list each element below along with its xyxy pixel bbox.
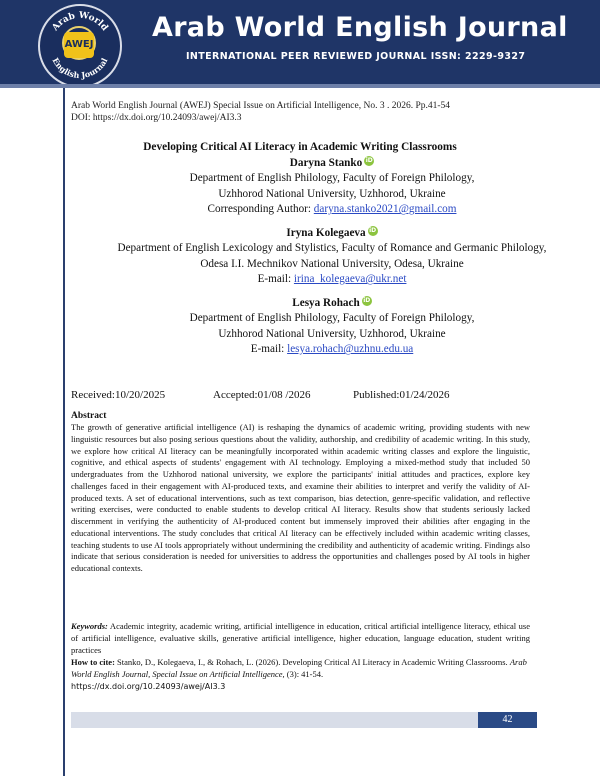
doi-line: DOI: https://dx.doi.org/10.24093/awej/AI3.3 <box>71 112 242 123</box>
author-affiliation: Department of English Philology, Faculty of Foreign Philology, <box>189 172 475 185</box>
author-affiliation: Department of English Lexicology and Stylistics, Faculty of Romance and Germanic Philology, <box>117 242 547 255</box>
keywords-text: Academic integrity, academic writing, artificial intelligence in education, critical artificial intelligence literacy, ethical use of artificial intelligence, evaluative skills, generative artificial intelligence, higher education, language education, student writing practices <box>71 621 530 655</box>
journal-subtitle: INTERNATIONAL PEER REVIEWED JOURNAL ISSN: 2229-9327 <box>186 51 526 62</box>
author-name: Daryna Stanko <box>289 157 363 169</box>
published-date: Published:01/24/2026 <box>353 389 450 401</box>
cite-text: Stanko, D., Kolegaeva, I., & Rohach, L. (2026). Developing Critical AI Literacy in Academic Writing Classrooms. <box>114 657 510 667</box>
page-number: 42 <box>478 712 537 728</box>
keywords-paragraph <box>71 621 530 656</box>
orcid-icon[interactable]: iD <box>363 297 371 304</box>
author-block-2 <box>64 226 600 288</box>
cite-doi-link[interactable]: https://dx.doi.org/10.24093/awej/AI3.3 <box>71 681 226 691</box>
author-name: Iryna Kolegaeva <box>286 227 366 239</box>
abstract-heading: Abstract <box>71 411 107 421</box>
author-affiliation: Odesa I.I. Mechnikov National University, Odesa, Ukraine <box>200 257 464 270</box>
email-label: Corresponding Author: <box>207 203 314 216</box>
cite-journal: Arab World English Journal, Special Issue on Artificial Intelligence, <box>71 657 527 679</box>
author-email-link[interactable]: lesya.rohach@uzhnu.edu.ua <box>287 343 414 356</box>
journal-title: Arab World English Journal <box>152 12 568 43</box>
received-date: Received:10/20/2025 <box>71 389 166 401</box>
email-label: E-mail: <box>250 343 288 356</box>
logo-ring-top-text: Arab World <box>50 10 110 34</box>
citation-line: Arab World English Journal (AWEJ) Special Issue on Artificial Intelligence, No. 3 . 2026. Pp.41-54 <box>71 101 451 111</box>
author-email-link[interactable]: daryna.stanko2021@gmail.com <box>313 203 457 216</box>
how-to-cite <box>71 657 530 692</box>
author-block-1 <box>64 156 600 218</box>
cite-tail: (3): 41-54. <box>284 668 324 679</box>
journal-banner <box>0 0 600 88</box>
orcid-icon[interactable]: iD <box>365 157 373 164</box>
logo-ring-bottom-text: English Journal <box>50 55 110 81</box>
article-title: Developing Critical AI Literacy in Academic Writing Classrooms <box>143 141 457 153</box>
cite-label: How to cite: <box>71 657 115 667</box>
article-meta <box>71 101 450 124</box>
author-email-link[interactable]: irina_kolegaeva@ukr.net <box>293 273 407 286</box>
logo-center-label: AWEJ <box>64 32 94 58</box>
orcid-icon[interactable]: iD <box>369 227 377 234</box>
author-block-3 <box>64 296 600 358</box>
author-affiliation: Department of English Philology, Faculty of Foreign Philology, <box>189 312 475 325</box>
awej-logo <box>38 4 122 88</box>
banner-stripe <box>0 84 600 88</box>
author-affiliation: Uzhhorod National University, Uzhhorod, Ukraine <box>218 327 446 340</box>
keywords-label: Keywords: <box>71 621 108 631</box>
author-name: Lesya Rohach <box>292 297 360 309</box>
author-affiliation: Uzhhorod National University, Uzhhorod, Ukraine <box>218 187 446 200</box>
footer-bar <box>71 712 537 728</box>
accepted-date: Accepted:01/08 /2026 <box>213 389 311 401</box>
abstract-body: The growth of generative artificial intelligence (AI) is reshaping the dynamics of academic writing, providing students with new linguistic resources but also posing serious questions about the validity, authorship, and credibility of academic writing. In this study, we explore how critical AI literacy can be meaningfully incorporated within academic writing classes and explore the linguistic, cognitive, and ethical aspects of students' engagement with AI technology. Employing a mixed-method study that included 50 undergraduates from the Uzhhorod national university, we explore the participants' initial attitudes and practices, explore key challenges faced in their engagement with AI-produced texts, and examine their abilities to interpret and verify the validity of AI-produced texts. A set of educational interventions, such as text comparison, bias detection, genre-specific validation, and reflective writing exercises, were conducted to enable students to develop critical AI literacy. Results show that students seriously lacked discernment in verifying the authenticity of AI-produced content but immensely improved their abilities after engaging in the educational interventions. The study concludes that critical AI literacy can be effectively included within academic writing classes, teaching students to use AI tools appropriately without undermining the credibility and authenticity of academic writing. Findings also indicate that serious consideration is needed for universities to address the opportunities and challenges posed by AI tools in higher educational contexts. <box>71 422 530 573</box>
email-label: E-mail: <box>257 273 294 286</box>
